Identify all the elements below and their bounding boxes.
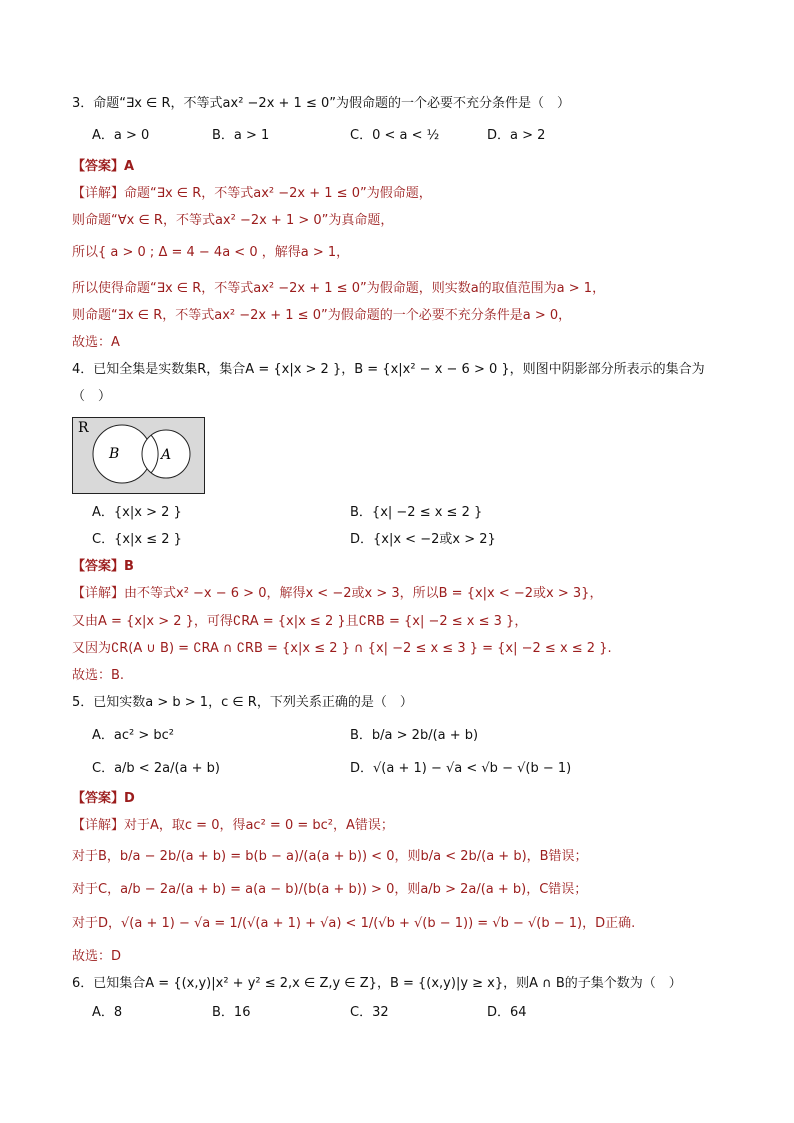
q5-answer: 【答案】D: [72, 791, 135, 806]
q5-detail-5: 故选：D: [72, 949, 122, 964]
q4-stem-paren: （ ）: [72, 389, 112, 404]
q4-answer: 【答案】B: [72, 559, 134, 574]
q3-detail-6: 故选：A: [72, 335, 120, 350]
q5-option-b: B．b/a > 2b/(a + b): [350, 728, 479, 743]
q4-detail-2: 又由A = {x|x > 2 }，可得∁RA = {x|x ≤ 2 }且∁RB = {x| −2 ≤ x ≤ 3 }，: [72, 614, 528, 629]
q3-detail-2: 则命题“∀x ∈ R，不等式ax² −2x + 1 > 0”为真命题，: [72, 213, 394, 228]
q5-option-d: D．√(a + 1) − √a < √b − √(b − 1): [350, 761, 572, 776]
q3-detail-3: 所以{ a > 0 ; Δ = 4 − 4a < 0 ，解得a > 1，: [72, 245, 350, 260]
q3-option-c: C．0 < a < ½: [350, 128, 440, 143]
venn-diagram: [72, 417, 206, 495]
q5-option-a: A．ac² > bc²: [92, 728, 174, 743]
q6-option-a: A．8: [92, 1005, 123, 1020]
q4-stem: 4．已知全集是实数集R，集合A = {x|x > 2 }，B = {x|x² − x − 6 > 0 }，则图中阴影部分所表示的集合为: [72, 362, 705, 377]
q3-answer: 【答案】A: [72, 159, 135, 174]
q5-detail-1: 【详解】对于A，取c = 0，得ac² = 0 = bc²，A错误；: [72, 818, 394, 833]
q5-stem: 5．已知实数a > b > 1，c ∈ R，下列关系正确的是（ ）: [72, 695, 413, 710]
q6-option-c: C．32: [350, 1005, 389, 1020]
q4-detail-3: 又因为∁R(A ∪ B) = ∁RA ∩ ∁RB = {x|x ≤ 2 } ∩ {x| −2 ≤ x ≤ 3 } = {x| −2 ≤ x ≤ 2 }.: [72, 641, 612, 656]
q5-detail-2: 对于B，b/a − 2b/(a + b) = b(b − a)/(a(a + b)) < 0，则b/a < 2b/(a + b)，B错误；: [72, 849, 588, 864]
q3-detail-1: 【详解】命题“∃x ∈ R，不等式ax² −2x + 1 ≤ 0”为假命题，: [72, 186, 432, 201]
q4-detail-1: 【详解】由不等式x² −x − 6 > 0，解得x < −2或x > 3，所以B = {x|x < −2或x > 3}，: [72, 586, 603, 601]
q3-option-b: B．a > 1: [212, 128, 270, 143]
q5-detail-3: 对于C，a/b − 2a/(a + b) = a(a − b)/(b(a + b)) > 0，则a/b > 2a/(a + b)，C错误；: [72, 882, 588, 897]
q6-option-d: D．64: [487, 1005, 527, 1020]
q6-option-b: B．16: [212, 1005, 251, 1020]
q3-option-a: A．a > 0: [92, 128, 150, 143]
q4-option-a: A．{x|x > 2 }: [92, 505, 182, 520]
q3-detail-5: 则命题“∃x ∈ R，不等式ax² −2x + 1 ≤ 0”为假命题的一个必要不充分条件是a > 0，: [72, 308, 572, 323]
q4-detail-4: 故选：B.: [72, 668, 125, 683]
q4-option-d: D．{x|x < −2或x > 2}: [350, 532, 496, 547]
venn-label-b: B: [109, 446, 120, 462]
q5-detail-4: 对于D，√(a + 1) − √a = 1/(√(a + 1) + √a) < 1/(√b + √(b − 1)) = √b − √(b − 1)，D正确.: [72, 916, 636, 931]
venn-label-r: R: [78, 420, 89, 436]
q3-stem: 3．命题“∃x ∈ R，不等式ax² −2x + 1 ≤ 0”为假命题的一个必要不充分条件是（ ）: [72, 96, 570, 111]
q4-option-c: C．{x|x ≤ 2 }: [92, 532, 182, 547]
q4-option-b: B．{x| −2 ≤ x ≤ 2 }: [350, 505, 483, 520]
q6-stem: 6．已知集合A = {(x,y)|x² + y² ≤ 2,x ∈ Z,y ∈ Z}，B = {(x,y)|y ≥ x}，则A ∩ B的子集个数为（ ）: [72, 976, 682, 991]
q5-option-c: C．a/b < 2a/(a + b): [92, 761, 220, 776]
q3-detail-4: 所以使得命题“∃x ∈ R，不等式ax² −2x + 1 ≤ 0”为假命题，则实数a的取值范围为a > 1，: [72, 281, 606, 296]
venn-label-a: A: [161, 447, 172, 463]
q3-option-d: D．a > 2: [487, 128, 546, 143]
